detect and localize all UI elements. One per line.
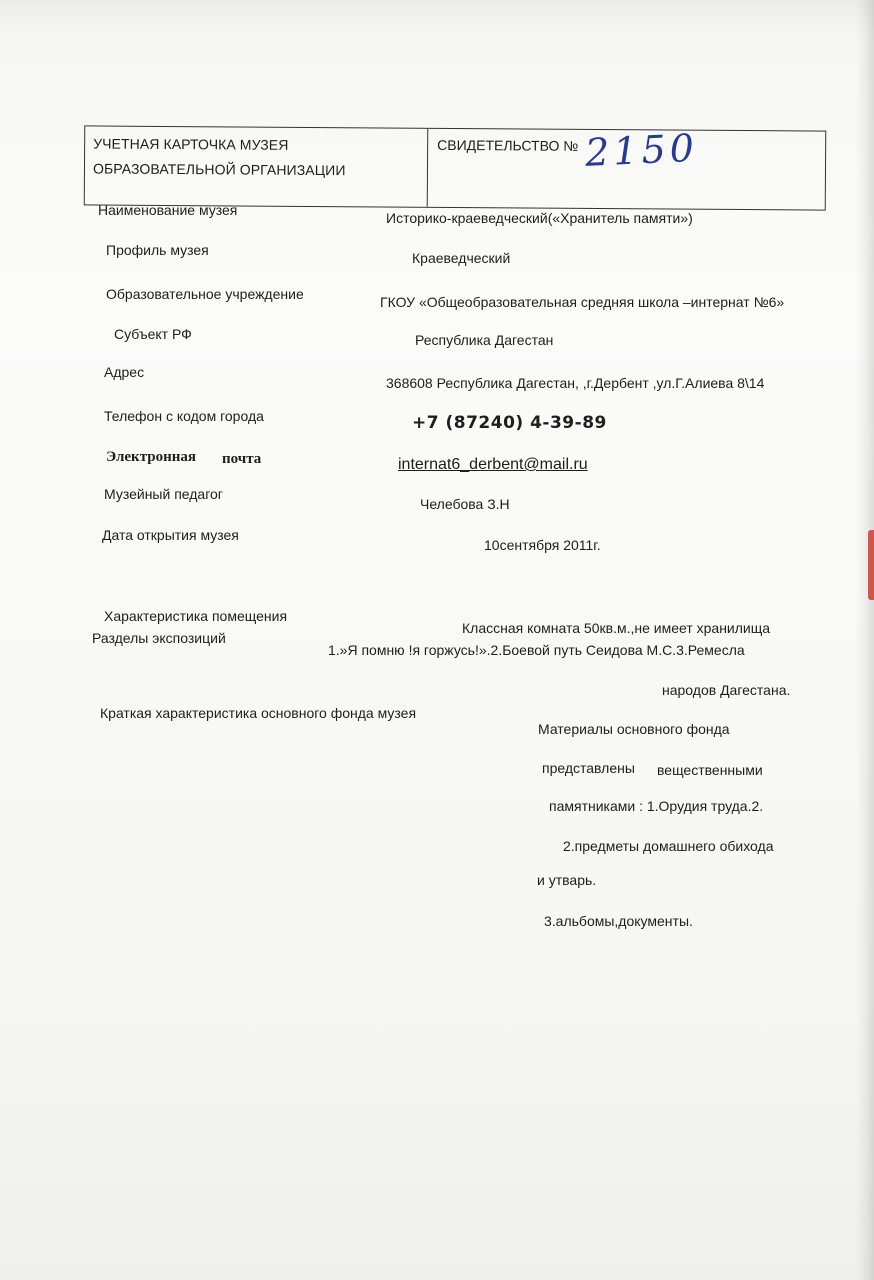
phone-label: Телефон с кодом города <box>104 408 264 424</box>
sections-label: Разделы экспозиций <box>92 630 226 646</box>
institution-label: Образовательное учреждение <box>106 286 304 302</box>
museum-profile-label: Профиль музея <box>106 242 209 258</box>
museum-profile-value: Краеведческий <box>412 250 511 266</box>
museum-name-label: Наименование музея <box>98 202 238 218</box>
teacher-value: Челебова З.Н <box>420 496 510 512</box>
opening-date-value: 10сентября 2011г. <box>484 537 601 553</box>
address-value: 368608 Республика Дагестан, ,г.Дербент ,ул.Г.Алиева 8\14 <box>386 375 765 391</box>
email-label-word1: Электронная <box>106 449 196 465</box>
sections-value-line1: 1.»Я помню !я горжусь!».2.Боевой путь Сеидова М.С.3.Ремесла <box>328 642 745 658</box>
sections-value-line2: народов Дагестана. <box>662 682 791 698</box>
subject-value: Республика Дагестан <box>415 332 554 348</box>
teacher-label: Музейный педагог <box>104 486 223 502</box>
fund-line1: Материалы основного фонда <box>538 721 730 737</box>
fund-line2a: представлены <box>542 760 635 776</box>
fund-line2b: вещественными <box>657 762 763 778</box>
opening-date-label: Дата открытия музея <box>102 527 239 543</box>
institution-value: ГКОУ «Общеобразовательная средняя школа –интернат №6» <box>380 294 785 310</box>
email-label-word2: почта <box>222 451 262 467</box>
certificate-label: СВИДЕТЕЛЬСТВО № <box>437 136 579 154</box>
card-title <box>93 131 346 183</box>
room-value: Классная комната 50кв.м.,не имеет хранилища <box>462 620 771 636</box>
room-label: Характеристика помещения <box>104 608 288 624</box>
address-label: Адрес <box>104 364 145 380</box>
subject-label: Субъект РФ <box>114 326 192 342</box>
header-table <box>84 125 827 210</box>
card-title-line2: ОБРАЗОВАТЕЛЬНОЙ ОРГАНИЗАЦИИ <box>92 160 346 179</box>
page-edge-shadow <box>856 0 874 1280</box>
certificate-number-handwritten: 2150 <box>584 125 699 175</box>
edge-red-mark <box>868 530 874 600</box>
fund-line6: 3.альбомы,документы. <box>544 913 693 929</box>
header-divider <box>427 129 429 207</box>
card-title-line1: УЧЕТНАЯ КАРТОЧКА МУЗЕЯ <box>93 135 289 153</box>
museum-name-value: Историко-краеведческий(«Хранитель памяти») <box>386 210 693 226</box>
fund-line3: памятниками : 1.Орудия труда.2. <box>549 798 764 814</box>
email-value[interactable]: internat6_derbent@mail.ru <box>398 456 588 473</box>
fund-line5: и утварь. <box>537 872 597 888</box>
fund-line4: 2.предметы домашнего обихода <box>563 838 774 854</box>
phone-value: +7 (87240) 4-39-89 <box>412 413 607 433</box>
fund-label: Краткая характеристика основного фонда музея <box>100 705 417 721</box>
